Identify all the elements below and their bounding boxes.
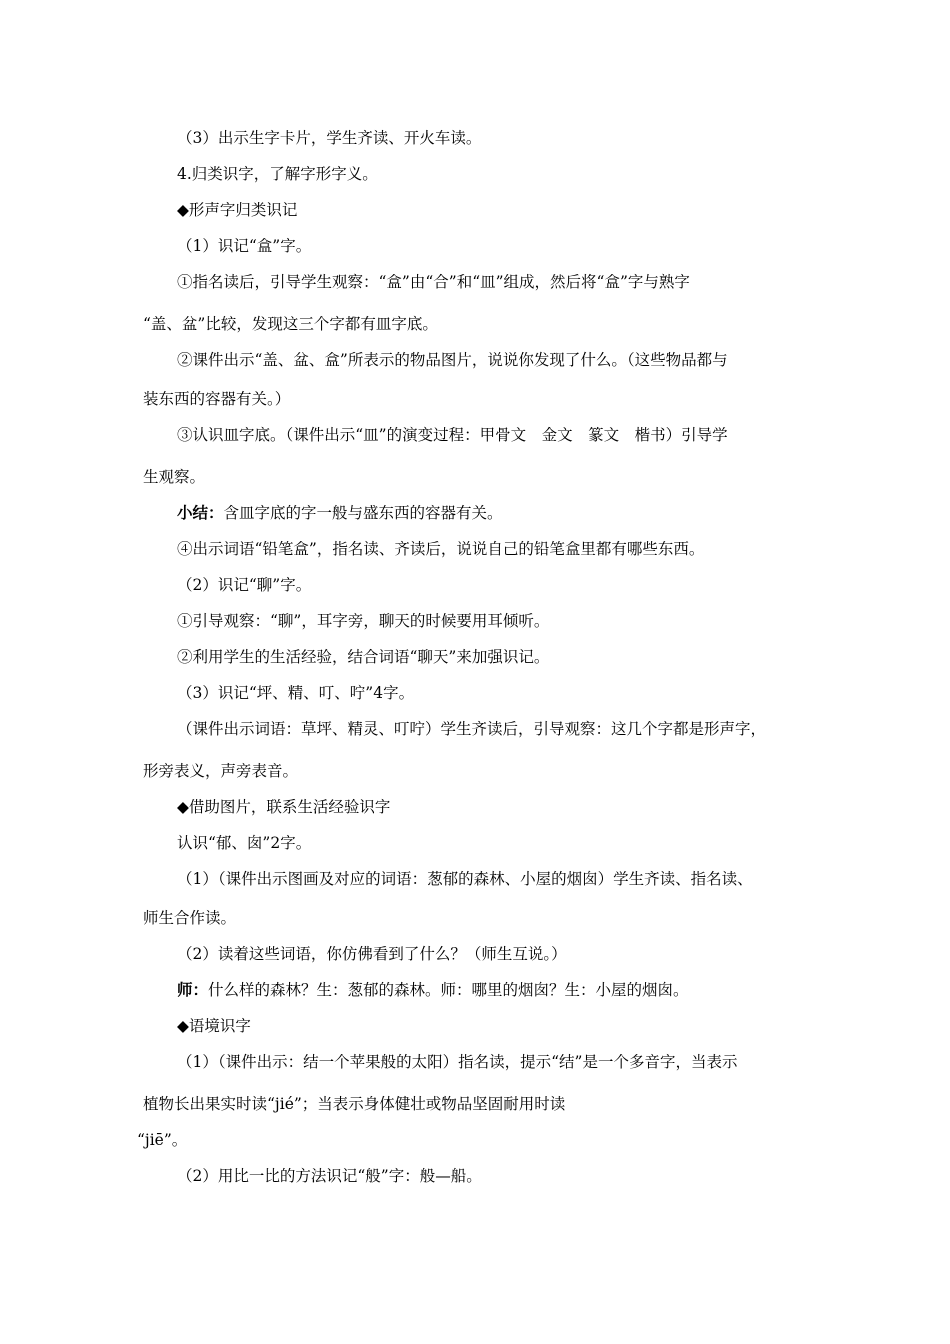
text-line: 植物长出果实时读“jié”；当表示身体健壮或物品坚固耐用时读 xyxy=(143,1095,566,1113)
text-line: 认识“郁、囱”2字。 xyxy=(177,834,312,852)
text-line: （3）出示生字卡片，学生齐读、开火车读。 xyxy=(177,129,482,147)
text-line: 4.归类识字，了解字形字义。 xyxy=(177,165,378,183)
text-line: （2）读着这些词语，你仿佛看到了什么？（师生互说。） xyxy=(177,945,567,963)
dialogue-line xyxy=(177,980,689,1000)
text-line: （2）用比一比的方法识记“般”字：般—船。 xyxy=(177,1167,482,1185)
text-line: ①引导观察：“聊”，耳字旁，聊天的时候要用耳倾听。 xyxy=(177,612,550,630)
summary-line xyxy=(177,503,503,523)
summary-text: 含皿字底的字一般与盛东西的容器有关。 xyxy=(223,504,503,522)
text-line: 生观察。 xyxy=(143,468,206,486)
text-line: “jiē”。 xyxy=(137,1131,188,1149)
text-line: （1）（课件出示图画及对应的词语：葱郁的森林、小屋的烟囱）学生齐读、指名读、 xyxy=(177,870,753,888)
text-line: （1）识记“盒”字。 xyxy=(177,237,312,255)
text-line: （课件出示词语：草坪、精灵、叮咛）学生齐读后，引导观察：这几个字都是形声字， xyxy=(177,720,767,738)
teacher-label: 师： xyxy=(177,981,209,999)
section-heading: ◆形声字归类识记 xyxy=(177,201,298,219)
text-line: （2）识记“聊”字。 xyxy=(177,576,312,594)
summary-label: 小结： xyxy=(177,504,224,522)
text-line: ①指名读后，引导学生观察：“盒”由“合”和“皿”组成，然后将“盒”字与熟字 xyxy=(177,273,690,291)
text-line: “盖、盆”比较，发现这三个字都有皿字底。 xyxy=(143,315,438,333)
section-heading: ◆借助图片，联系生活经验识字 xyxy=(177,798,391,816)
text-line: （3）识记“坪、精、叮、咛”4字。 xyxy=(177,684,415,702)
text-line: 形旁表义，声旁表音。 xyxy=(143,762,299,780)
text-line: ③认识皿字底。（课件出示“皿”的演变过程：甲骨文 金文 篆文 楷书）引导学 xyxy=(177,426,728,444)
section-heading: ◆语境识字 xyxy=(177,1017,251,1035)
text-line: ②课件出示“盖、盆、盒”所表示的物品图片，说说你发现了什么。（这些物品都与 xyxy=(177,351,728,369)
text-line: ②利用学生的生活经验，结合词语“聊天”来加强识记。 xyxy=(177,648,550,666)
text-line: （1）（课件出示：结一个苹果般的太阳）指名读，提示“结”是一个多音字，当表示 xyxy=(177,1053,738,1071)
text-line: 装东西的容器有关。） xyxy=(143,390,291,408)
text-line: ④出示词语“铅笔盒”，指名读、齐读后，说说自己的铅笔盒里都有哪些东西。 xyxy=(177,540,705,558)
dialogue-text: 什么样的森林？生：葱郁的森林。师：哪里的烟囱？生：小屋的烟囱。 xyxy=(208,981,689,999)
text-line: 师生合作读。 xyxy=(143,909,237,927)
